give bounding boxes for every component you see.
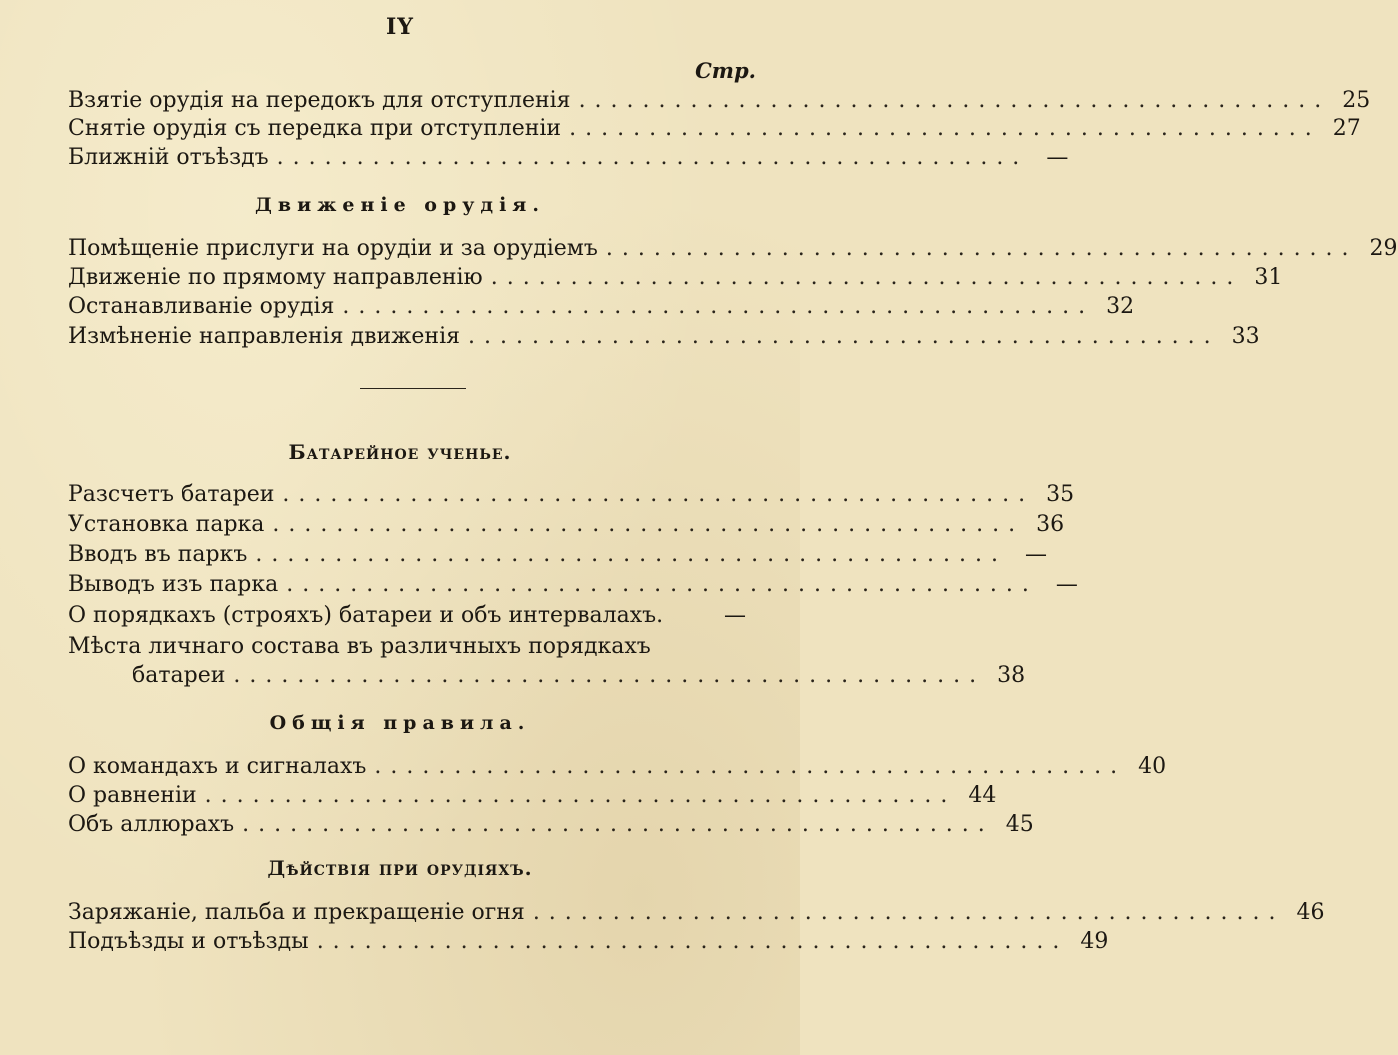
toc-entry-title: Объ аллюрахъ [68, 812, 235, 837]
toc-entry [68, 114, 1361, 144]
toc-entry [68, 143, 1069, 173]
toc-entry [68, 781, 997, 811]
toc-entry [68, 86, 1371, 116]
toc-entry-page: 35 [1046, 482, 1075, 507]
page-column-header: Стр. [695, 58, 756, 83]
toc-entry-page: 44 [968, 783, 997, 808]
toc-entry [68, 898, 1325, 928]
toc-entry-continuation [132, 661, 1026, 691]
toc-entry [68, 752, 1167, 782]
toc-dot-leader: ............................................... [569, 116, 1321, 141]
toc-entry-title: Разсчетъ батареи [68, 482, 275, 507]
toc-entry-title: Выводъ изъ парка [68, 572, 279, 597]
toc-entry-title: Останавливаніе орудія [68, 294, 335, 319]
toc-entry-title: О командахъ и сигналахъ [68, 754, 367, 779]
toc-dot-leader: ............................................... [316, 929, 1069, 954]
toc-entry-title: Подъѣзды и отъѣзды [68, 929, 309, 954]
toc-dot-leader: ............................................... [374, 754, 1127, 779]
toc-entry [68, 510, 1065, 540]
section-divider-rule [360, 388, 466, 389]
toc-entry [68, 263, 1283, 293]
toc-entry-page: — [724, 603, 746, 628]
toc-dot-leader: ............................................... [578, 88, 1331, 113]
toc-entry-title: Заряжаніе, пальба и прекращеніе огня [68, 900, 525, 925]
section-heading-movement: Движеніе орудія. [255, 194, 545, 216]
toc-entry [68, 601, 746, 631]
page-number: IY [386, 14, 414, 40]
toc-entry-page: 36 [1036, 512, 1065, 537]
toc-entry-title: Мѣста личнаго состава въ различныхъ порядкахъ [68, 634, 651, 659]
toc-entry [68, 322, 1260, 352]
toc-dot-leader: ............................................... [532, 900, 1285, 925]
toc-entry-title: батареи [132, 663, 226, 688]
toc-entry-title: Движеніе по прямому направленію [68, 265, 483, 290]
toc-entry-title: О равненіи [68, 783, 197, 808]
toc-dot-leader: ............................................... [272, 512, 1025, 537]
toc-entry-title: Установка парка [68, 512, 265, 537]
toc-entry-title: Снятіе орудія съ передка при отступленіи [68, 116, 562, 141]
toc-dot-leader: ............................................... [276, 145, 1029, 170]
toc-dot-leader: ............................................... [605, 236, 1358, 261]
toc-entry [68, 632, 746, 662]
toc-entry-page: 25 [1342, 88, 1371, 113]
toc-entry [68, 292, 1135, 322]
toc-entry-page: 33 [1231, 324, 1260, 349]
toc-entry [68, 540, 1048, 570]
toc-entry-page: 45 [1005, 812, 1034, 837]
toc-entry-page: — [1046, 145, 1069, 170]
toc-dot-leader: ............................................... [282, 482, 1035, 507]
toc-entry-page: 40 [1138, 754, 1167, 779]
toc-dot-leader: ............................................... [286, 572, 1038, 597]
section-heading-actions: Дѣйствія при орудіяхъ. [267, 856, 533, 880]
toc-dot-leader: ............................................... [255, 542, 1008, 567]
toc-entry [68, 480, 1075, 510]
toc-dot-leader: ............................................... [233, 663, 986, 688]
toc-dot-leader: ............................................... [490, 265, 1243, 290]
section-heading-battery: Батарейное ученье. [288, 440, 512, 464]
toc-entry [68, 927, 1109, 957]
toc-entry-page: — [1055, 572, 1078, 597]
toc-entry-page: 38 [997, 663, 1026, 688]
toc-entry-page: 32 [1106, 294, 1135, 319]
toc-entry-page: 46 [1296, 900, 1325, 925]
toc-entry [68, 570, 1078, 600]
toc-entry-title: Измѣненіе направленія движенія [68, 324, 460, 349]
toc-dot-leader: ............................................... [467, 324, 1220, 349]
toc-entry-page: 29 [1369, 236, 1398, 261]
toc-entry [68, 810, 1034, 840]
toc-entry-title: О порядкахъ (строяхъ) батареи и объ интервалахъ. [68, 603, 664, 628]
section-heading-general-rules: Общія правила. [269, 712, 531, 734]
toc-entry-title: Взятіе орудія на передокъ для отступленія [68, 88, 571, 113]
toc-entry-page: — [1025, 542, 1048, 567]
toc-entry-title: Вводъ въ паркъ [68, 542, 248, 567]
toc-dot-leader: ............................................... [242, 812, 994, 837]
toc-entry-page: 27 [1332, 116, 1361, 141]
toc-entry-page: 49 [1080, 929, 1109, 954]
toc-entry-title: Помѣщеніе прислуги на орудіи и за орудіемъ [68, 236, 598, 261]
toc-dot-leader: ............................................... [342, 294, 1095, 319]
toc-dot-leader: ............................................... [204, 783, 957, 808]
toc-entry-title: Ближній отъѣздъ [68, 145, 269, 170]
toc-entry-page: 31 [1254, 265, 1283, 290]
toc-entry [68, 234, 1398, 264]
